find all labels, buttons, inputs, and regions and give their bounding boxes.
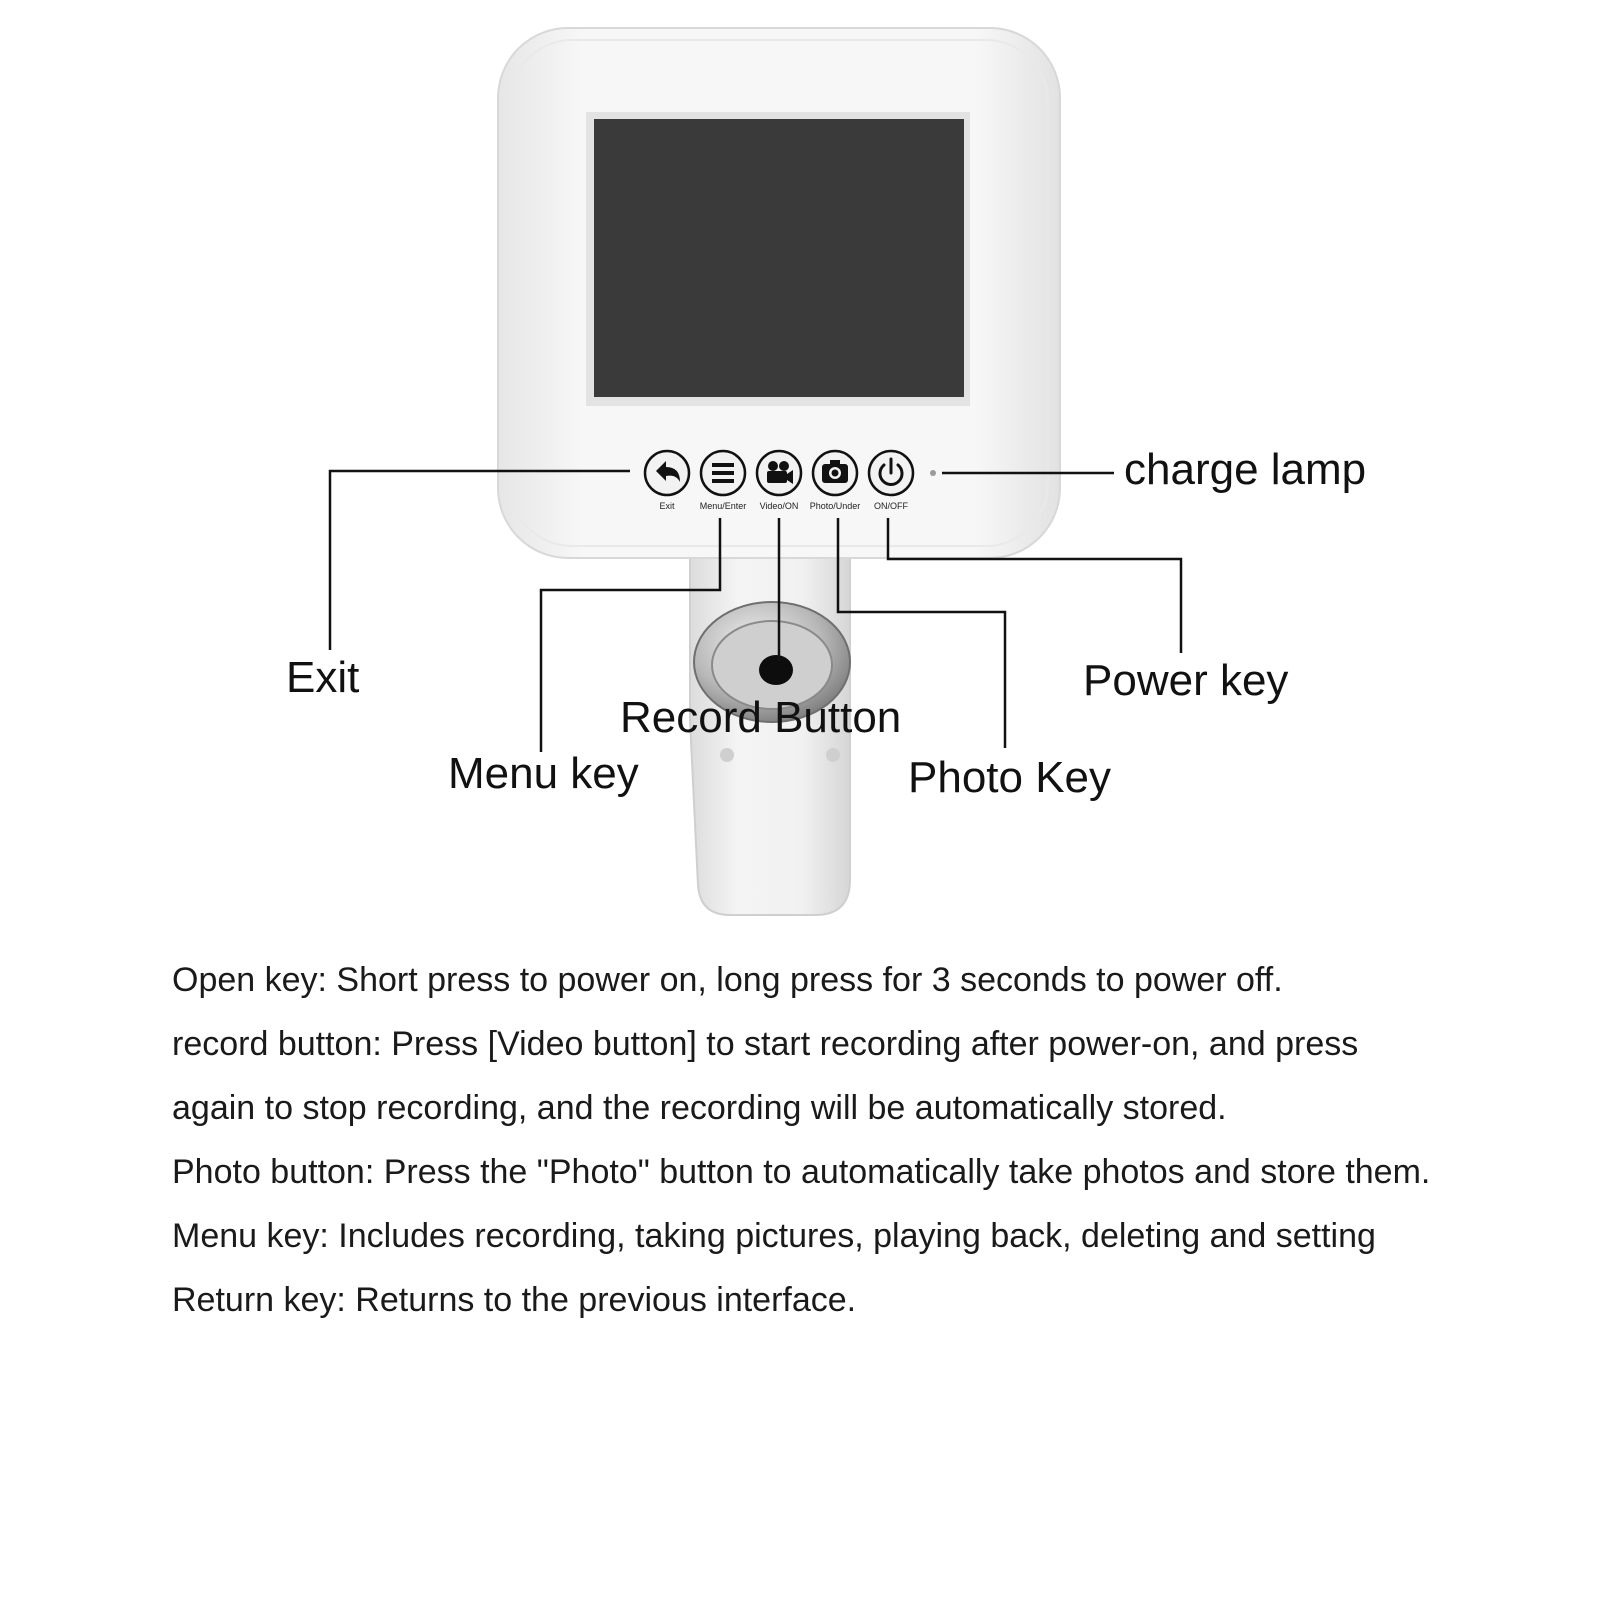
- button-caption: Photo/Under: [809, 501, 861, 511]
- button-video-on[interactable]: [757, 451, 801, 495]
- instruction-record-button: record button: Press [Video button] to start recording after power-on, and press again to stop recording, and the recording will be automatically stored.: [172, 1025, 1359, 1127]
- callout-power-key: Power key: [1083, 656, 1289, 705]
- handle-screw-hole: [826, 748, 840, 762]
- callout-record-button: Record Button: [620, 693, 902, 742]
- instruction-return-key: Return key: Returns to the previous interface.: [172, 1281, 857, 1319]
- device-screen: [594, 119, 964, 397]
- button-photo-under[interactable]: [813, 451, 857, 495]
- instructions-block: [172, 948, 1442, 1332]
- button-power[interactable]: [869, 451, 913, 495]
- button-exit[interactable]: [645, 451, 689, 495]
- callout-charge-lamp: charge lamp: [1124, 445, 1367, 494]
- handle-screw-hole: [720, 748, 734, 762]
- charge-lamp-led: [930, 470, 936, 476]
- instruction-menu-key: Menu key: Includes recording, taking pictures, playing back, deleting and setting: [172, 1217, 1376, 1255]
- callout-photo-key: Photo Key: [908, 753, 1112, 802]
- callout-menu-key: Menu key: [448, 749, 639, 798]
- menu-lines-icon: [712, 463, 734, 483]
- button-menu-enter[interactable]: [701, 451, 745, 495]
- instruction-photo-button: Photo button: Press the "Photo" button to automatically take photos and store them.: [172, 1153, 1431, 1191]
- button-caption: Exit: [659, 501, 675, 511]
- button-caption: ON/OFF: [874, 501, 908, 511]
- scope-port-hole: [759, 655, 793, 685]
- callout-exit: Exit: [286, 653, 360, 702]
- button-caption: Video/ON: [759, 501, 799, 511]
- instruction-open-key: Open key: Short press to power on, long press for 3 seconds to power off.: [172, 961, 1283, 999]
- button-caption: Menu/Enter: [699, 501, 747, 511]
